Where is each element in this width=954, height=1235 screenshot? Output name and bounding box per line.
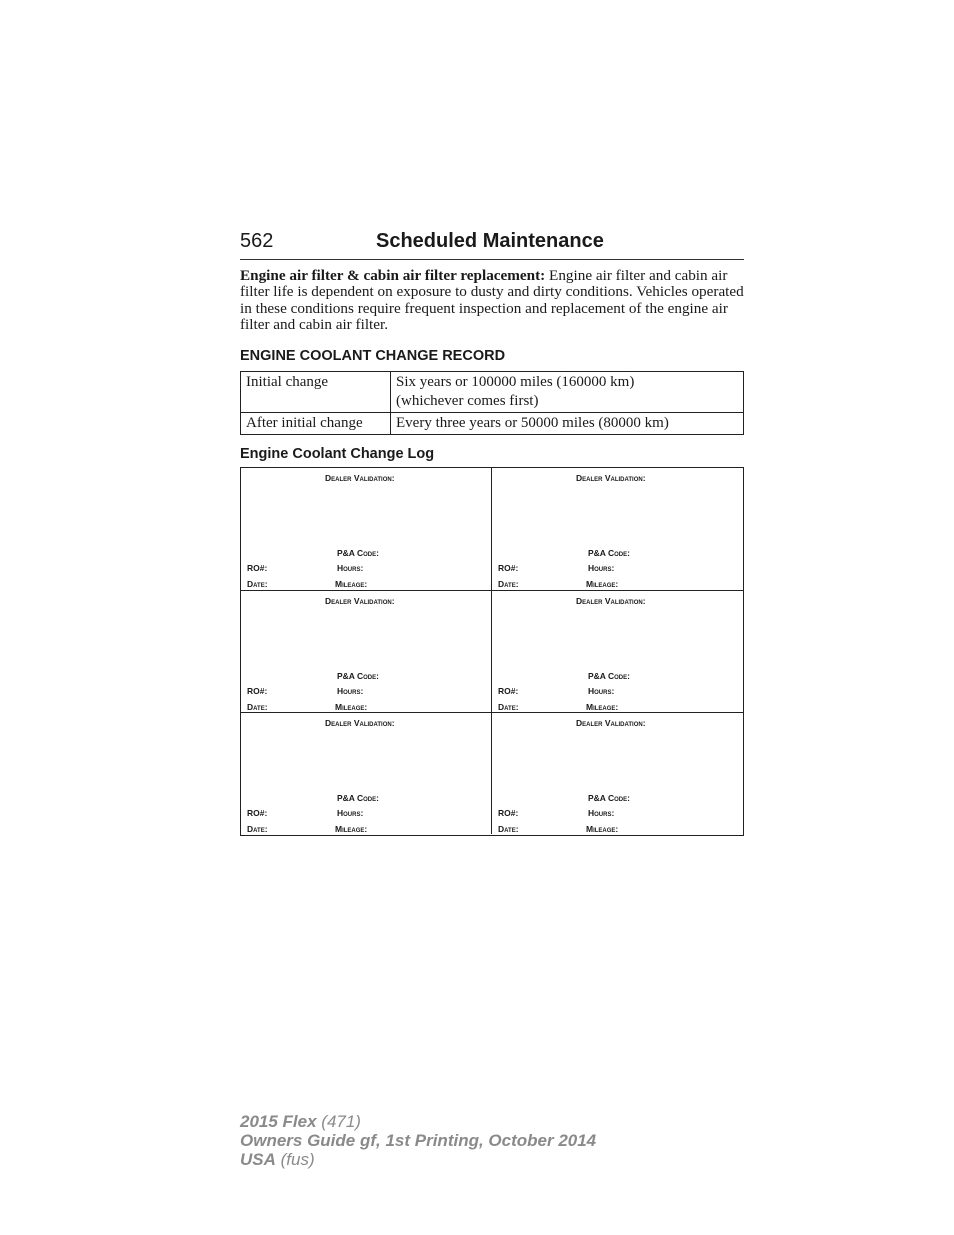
pa-code-label: P&A Code: (588, 671, 630, 681)
footer-model-code: (471) (316, 1112, 361, 1131)
table-row (241, 372, 744, 413)
mileage-label: Mileage: (335, 824, 368, 834)
record-value (391, 372, 744, 413)
dealer-validation-label: Dealer Validation: (325, 596, 395, 606)
footer-market-code: (fus) (275, 1150, 315, 1169)
log-entry[interactable] (491, 468, 743, 590)
mileage-label: Mileage: (335, 702, 368, 712)
footer-guide: Owners Guide gf, 1st Printing, October 2014 (240, 1131, 597, 1150)
ro-label: RO#: (247, 686, 268, 696)
pa-code-label: P&A Code: (337, 671, 379, 681)
record-value-line: (whichever comes first) (396, 393, 539, 409)
date-label: Date: (498, 579, 519, 589)
footer-market: USA (240, 1150, 276, 1169)
log-entry[interactable] (491, 590, 743, 712)
footer-line (240, 1112, 596, 1131)
air-filter-lead: Engine air filter & cabin air filter replacement: (240, 267, 546, 284)
air-filter-text: Engine air filter and cabin air filter life is dependent on exposure to dusty and dirty conditions. Vehicles operated in these conditions require frequent inspection and replacement of the engine air filter and cabin air filter. (240, 267, 744, 334)
coolant-log-grid (240, 467, 744, 836)
coolant-record-heading: ENGINE COOLANT CHANGE RECORD (240, 348, 506, 364)
mileage-label: Mileage: (586, 702, 619, 712)
footer-line (240, 1150, 596, 1169)
pa-code-label: P&A Code: (588, 548, 630, 558)
ro-label: RO#: (247, 563, 268, 573)
coolant-record-table (240, 371, 744, 435)
log-entry[interactable] (241, 590, 493, 712)
ro-label: RO#: (247, 808, 268, 818)
ro-label: RO#: (498, 686, 519, 696)
date-label: Date: (247, 579, 268, 589)
hours-label: Hours: (588, 686, 615, 696)
dealer-validation-label: Dealer Validation: (576, 473, 646, 483)
air-filter-paragraph (240, 268, 746, 334)
mileage-label: Mileage: (586, 579, 619, 589)
mileage-label: Mileage: (335, 579, 368, 589)
record-label: After initial change (241, 413, 391, 435)
ro-label: RO#: (498, 563, 519, 573)
hours-label: Hours: (588, 808, 615, 818)
ro-label: RO#: (498, 808, 519, 818)
hours-label: Hours: (588, 563, 615, 573)
log-entry[interactable] (241, 468, 493, 590)
date-label: Date: (498, 824, 519, 834)
dealer-validation-label: Dealer Validation: (325, 718, 395, 728)
pa-code-label: P&A Code: (337, 548, 379, 558)
pa-code-label: P&A Code: (588, 793, 630, 803)
page-footer (240, 1112, 596, 1169)
footer-line (240, 1131, 596, 1150)
record-label: Initial change (241, 372, 391, 413)
dealer-validation-label: Dealer Validation: (576, 596, 646, 606)
dealer-validation-label: Dealer Validation: (576, 718, 646, 728)
page-number: 562 (240, 230, 274, 252)
log-entry[interactable] (241, 712, 493, 834)
dealer-validation-label: Dealer Validation: (325, 473, 395, 483)
page-header (240, 228, 744, 260)
table-row (241, 413, 744, 435)
record-value-line: Six years or 100000 miles (160000 km) (396, 374, 635, 390)
hours-label: Hours: (337, 563, 364, 573)
record-value: Every three years or 50000 miles (80000 km) (391, 413, 744, 435)
date-label: Date: (247, 824, 268, 834)
log-entry[interactable] (491, 712, 743, 834)
date-label: Date: (247, 702, 268, 712)
hours-label: Hours: (337, 808, 364, 818)
mileage-label: Mileage: (586, 824, 619, 834)
chapter-title: Scheduled Maintenance (376, 230, 604, 252)
footer-model: 2015 Flex (240, 1112, 317, 1131)
pa-code-label: P&A Code: (337, 793, 379, 803)
hours-label: Hours: (337, 686, 364, 696)
date-label: Date: (498, 702, 519, 712)
coolant-log-heading: Engine Coolant Change Log (240, 446, 435, 462)
